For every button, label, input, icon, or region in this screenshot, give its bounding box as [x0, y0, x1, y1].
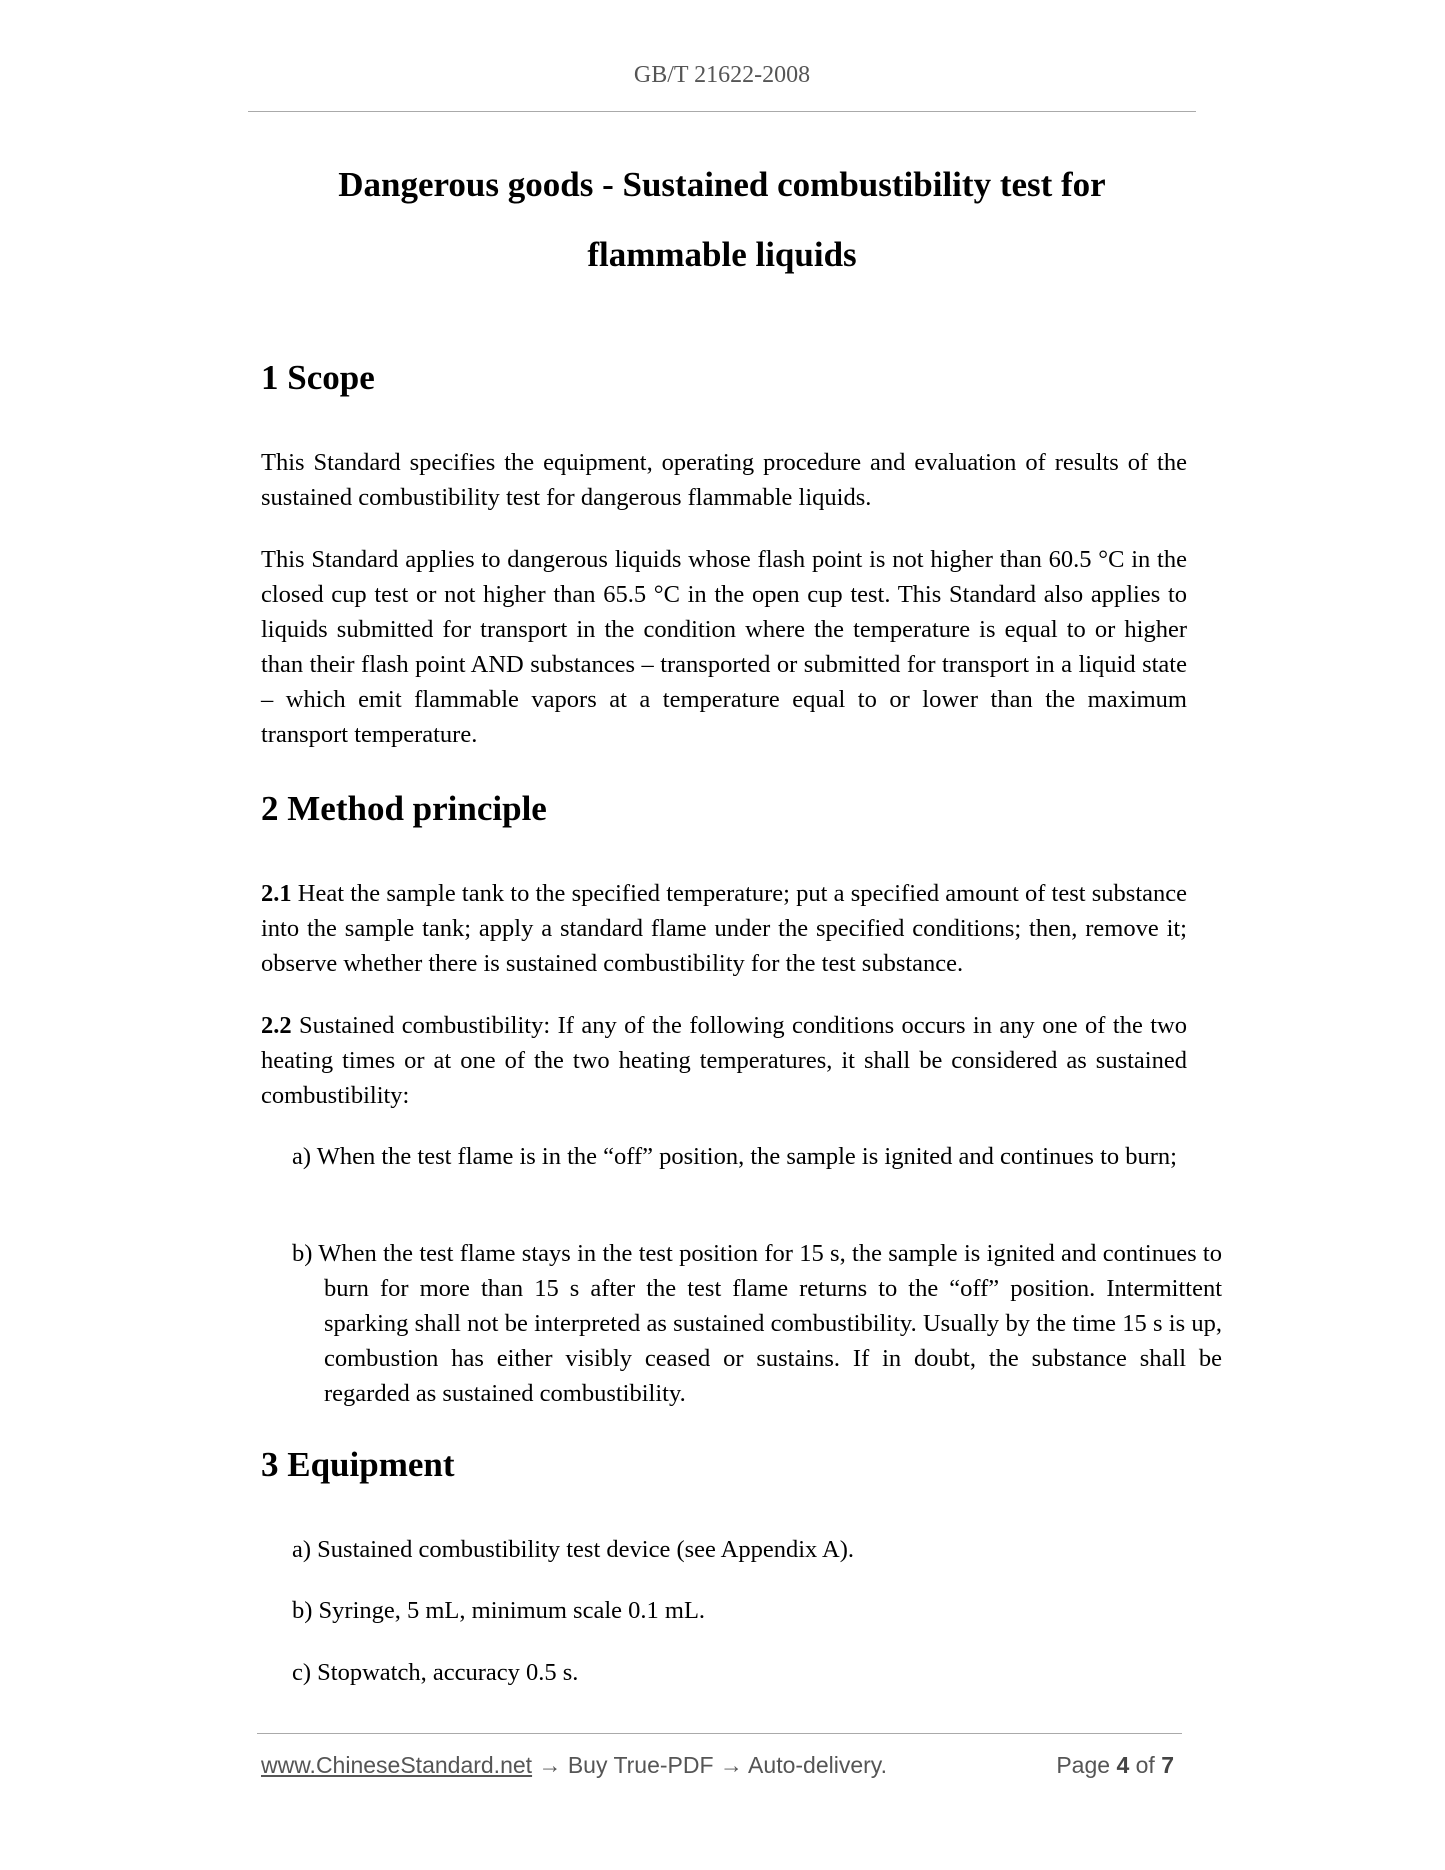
clause-text: Sustained combustibility: If any of the following conditions occurs in any one of the two heating times or at one of the two heating temperatures, it shall be considered as sustained combustibility:: [261, 1012, 1187, 1109]
clause-text: Heat the sample tank to the specified temperature; put a specified amount of test substance into the sample tank; apply a standard flame under the specified conditions; then, remove it; observe whether there is sustained combustibility for the test substance.: [261, 880, 1187, 977]
clause-2-2-paragraph: [261, 1008, 1187, 1113]
scope-paragraph-2: This Standard applies to dangerous liquids whose flash point is not higher than 60.5 °C in the closed cup test or not higher than 65.5 °C in the open cup test. This Standard also applies to liquids submitted for transport in the condition where the temperature is equal to or higher than their flash point AND substances – transported or submitted for transport in a liquid state – which emit flammable vapors at a temperature equal to or lower than the maximum transport temperature.: [261, 546, 1187, 748]
footer-tagline: → Buy True-PDF → Auto-delivery.: [532, 1752, 887, 1778]
section-heading-equipment: 3 Equipment: [261, 1445, 455, 1484]
clause-2-1-paragraph: [261, 876, 1187, 981]
current-page-number: 4: [1116, 1752, 1130, 1778]
clause-number: 2.2: [261, 1012, 292, 1039]
title-line-2: flammable liquids: [587, 235, 857, 274]
page-label: Page: [1056, 1752, 1117, 1778]
list-item: a) Sustained combustibility test device (see Appendix A).: [292, 1536, 855, 1563]
footer-divider: [257, 1733, 1182, 1734]
list-item: b) When the test flame stays in the test position for 15 s, the sample is ignited and continues to burn for more than 15 s after the test flame returns to the “off” position. Intermittent sparking shall not be interpreted as sustained combustibility. Usually by the time 15 s is up, combustion has either visibly ceased or sustains. If in doubt, the substance shall be regarded as sustained combustibility.: [292, 1240, 1222, 1407]
list-item: c) Stopwatch, accuracy 0.5 s.: [292, 1659, 579, 1686]
standard-number-header: GB/T 21622-2008: [633, 62, 811, 88]
document-title: [248, 150, 1196, 290]
list-item: b) Syringe, 5 mL, minimum scale 0.1 mL.: [292, 1597, 706, 1624]
page-of-label: of: [1129, 1752, 1162, 1778]
header-divider: [248, 111, 1196, 112]
scope-paragraph-1: This Standard specifies the equipment, operating procedure and evaluation of results of the sustained combustibility test for dangerous flammable liquids.: [261, 449, 1187, 511]
section-heading-method-principle: 2 Method principle: [261, 789, 547, 828]
title-line-1: Dangerous goods - Sustained combustibility test for: [338, 165, 1106, 204]
section-heading-scope: 1 Scope: [261, 358, 375, 397]
total-pages-number: 7: [1161, 1752, 1174, 1778]
website-link[interactable]: www.ChineseStandard.net: [261, 1752, 533, 1778]
footer-promo: [261, 1752, 887, 1779]
list-item: a) When the test flame is in the “off” position, the sample is ignited and continues to burn;: [292, 1143, 1177, 1170]
page-indicator: [1056, 1752, 1174, 1779]
clause-number: 2.1: [261, 880, 292, 907]
